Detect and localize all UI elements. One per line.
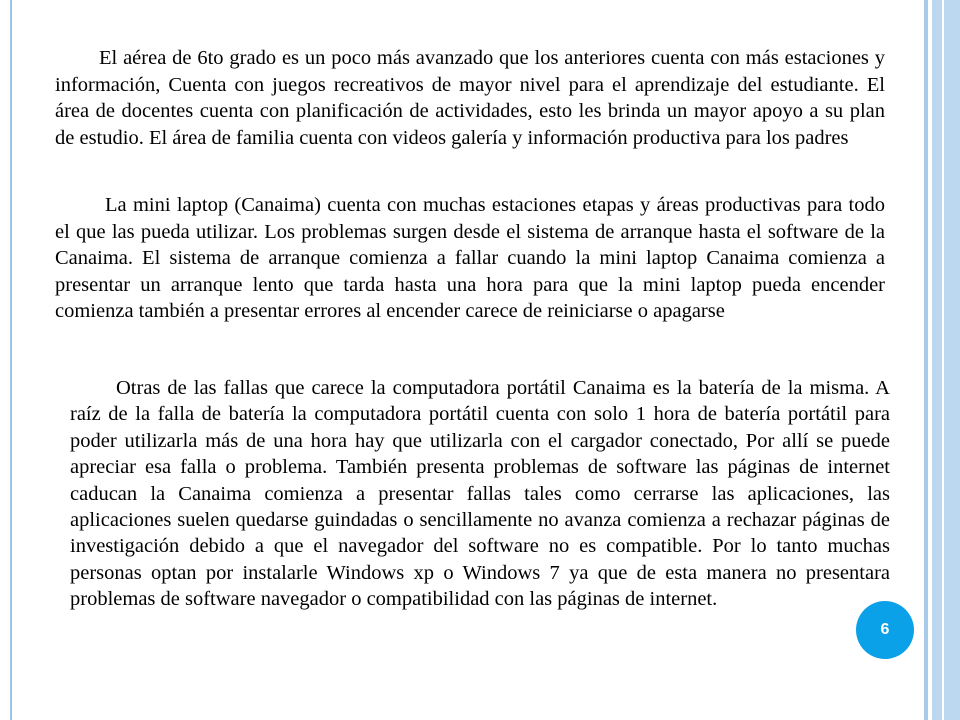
slide-number-badge <box>856 601 914 659</box>
paragraph-sixth-grade-area: El aérea de 6to grado es un poco más avanzado que los anteriores cuenta con más estaciones y información, Cuenta con juegos recreativos de mayor nivel para el aprendizaje del estudiante. El área de docentes cuenta con planificación de actividades, esto les brinda un mayor apoyo a su plan de estudio. El área de familia cuenta con videos galería y información productiva para los padres <box>55 47 885 149</box>
paragraph-canaima-battery-software-problems: Otras de las fallas que carece la computadora portátil Canaima es la batería de la misma. A raíz de la falla de batería la computadora portátil cuenta con solo 1 hora de batería portátil para poder utilizarla más de una hora hay que utilizarla con el cargador conectado, Por allí se puede apreciar esa falla o problema. También presenta problemas de software las páginas de internet caducan la Canaima comienza a presentar fallas tales como cerrarse las aplicaciones, las aplicaciones suelen quedarse guindadas o sencillamente no avanza comienza a rechazar páginas de investigación debido a que el navegador del software no es compatible. Por lo tanto muchas personas optan por instalarle Windows xp o Windows 7 ya que de esta manera no presentara problemas de software navegador o compatibilidad con las páginas de internet. <box>70 377 890 611</box>
slide-right-border-band <box>920 0 960 720</box>
slide-number-text: 6 <box>880 621 890 638</box>
slide-left-border <box>10 0 12 720</box>
paragraph-canaima-startup-problems: La mini laptop (Canaima) cuenta con muchas estaciones etapas y áreas productivas para todo el que las pueda utilizar. Los problemas surgen desde el sistema de arranque hasta el software de la Canaima. El sistema de arranque comienza a fallar cuando la mini laptop Canaima comienza a presentar un arranque lento que tarda hasta una hora para que la mini laptop pueda encender comienza también a presentar errores al encender carece de reiniciarse o apagarse <box>55 194 885 323</box>
